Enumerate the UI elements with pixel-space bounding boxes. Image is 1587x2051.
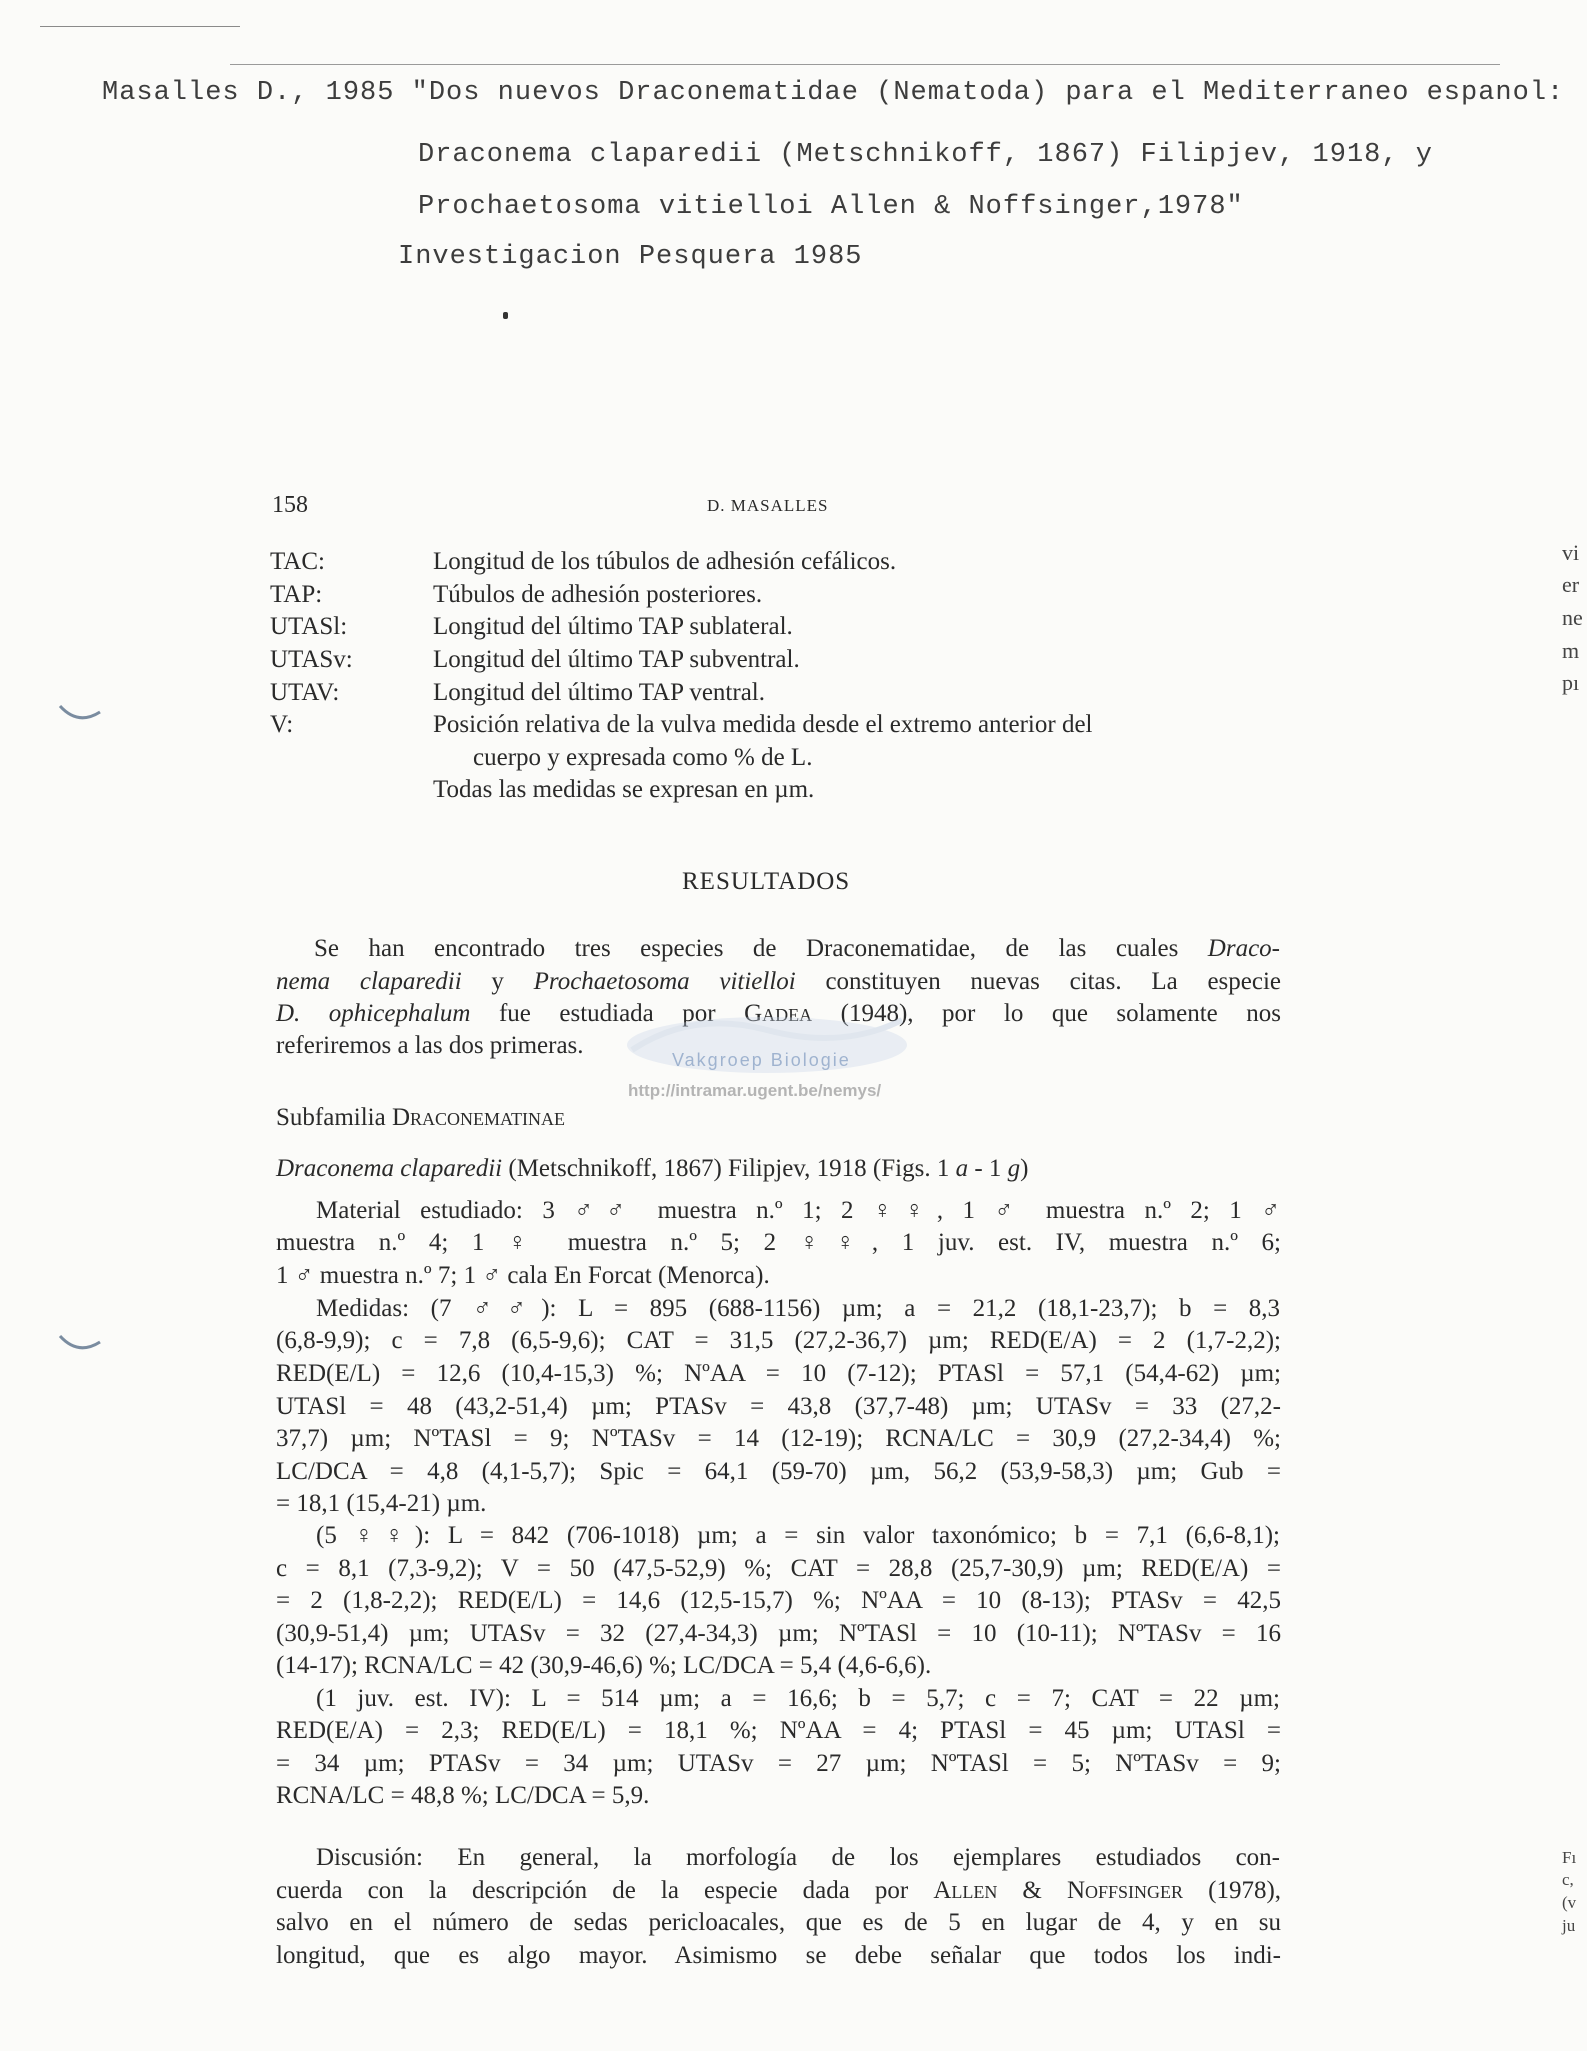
measure-line: (5 ♀♀): L = 842 (706-1018) µm; a = sin valor taxonómico; b = 7,1 (6,6-8,1); [316,1522,1280,1549]
species-heading: Draconema claparedii (Metschnikoff, 1867) Filipjev, 1918 (Figs. 1 a - 1 g) [276,1155,1029,1182]
measure-line: (6,8-9,9); c = 7,8 (6,5-9,6); CAT = 31,5 (27,2-36,7) µm; RED(E/A) = 2 (1,7-2,2); [276,1327,1281,1354]
intro-line: referiremos a las dos primeras. [276,1032,584,1059]
margin-fragment: ne [1562,605,1583,630]
abbr-continuation: cuerpo y expresada como % de L. [473,744,813,771]
abbr-desc: Longitud del último TAP ventral. [433,679,765,706]
watermark-label: Vakgroep Biologie [672,1050,851,1070]
abbr-term: TAC: [270,548,325,575]
intro-line: Se han encontrado tres especies de Draconematidae, de las cuales Draco- [314,935,1280,962]
discussion-line: cuerda con la descripción de la especie dada por Allen & Noffsinger (1978), [276,1877,1282,1904]
top-rule-long [230,64,1500,65]
measure-line: UTASl = 48 (43,2-51,4) µm; PTASv = 43,8 (37,7-48) µm; UTASv = 33 (27,2- [276,1393,1281,1420]
hole-shadow [58,1330,102,1358]
abbr-desc: Posición relativa de la vulva medida desde el extremo anterior del [433,711,1093,738]
material-line: 1 ♂ muestra n.º 7; 1 ♂ cala En Forcat (Menorca). [276,1262,770,1289]
citation-line-3: Prochaetosoma vitielloi Allen & Noffsinger,1978" [418,192,1244,222]
discussion-line: longitud, que es algo mayor. Asimismo se debe señalar que todos los indi- [276,1942,1281,1969]
abbr-term: UTASl: [270,613,348,640]
abbr-term: TAP: [270,581,323,608]
margin-fragment: er [1562,572,1580,597]
margin-fragment: ju [1562,1916,1576,1935]
material-line: muestra n.º 4; 1 ♀ muestra n.º 5; 2 ♀♀, 1 juv. est. IV, muestra n.º 6; [276,1229,1281,1256]
page-number: 158 [272,492,308,518]
measure-line: = 2 (1,8-2,2); RED(E/L) = 14,6 (12,5-15,7) %; NºAA = 10 (8-13); PTASv = 42,5 [276,1587,1281,1614]
citation-line-1: Masalles D., 1985 "Dos nuevos Draconematidae (Nematoda) para el Mediterraneo espanol: [102,78,1565,108]
measure-line: 37,7) µm; NºTASl = 9; NºTASv = 14 (12-19); RCNA/LC = 30,9 (27,2-34,4) %; [276,1425,1281,1452]
measure-line: = 18,1 (15,4-21) µm. [276,1490,487,1517]
margin-fragment: vi [1562,540,1580,565]
measure-line: LC/DCA = 4,8 (4,1-5,7); Spic = 64,1 (59-70) µm, 56,2 (53,9-58,3) µm; Gub = [276,1458,1281,1485]
top-rule [40,26,240,27]
margin-fragment: Fı [1562,1848,1577,1867]
discussion-line: salvo en el número de sedas pericloacales, que es de 5 en lugar de 4, y en su [276,1909,1281,1936]
ink-dot [503,312,508,319]
hole-shadow [58,700,102,728]
discussion-line: Discusión: En general, la morfología de los ejemplares estudiados con- [316,1844,1280,1871]
measure-line: Medidas: (7 ♂♂): L = 895 (688-1156) µm; a = 21,2 (18,1-23,7); b = 8,3 [316,1295,1280,1322]
measure-line: (30,9-51,4) µm; UTASv = 32 (27,4-34,3) µm; NºTASl = 10 (10-11); NºTASv = 16 [276,1620,1281,1647]
measure-line: = 34 µm; PTASv = 34 µm; UTASv = 27 µm; NºTASl = 5; NºTASv = 9; [276,1750,1281,1777]
measure-line: (1 juv. est. IV): L = 514 µm; a = 16,6; b = 5,7; c = 7; CAT = 22 µm; [316,1685,1280,1712]
abbr-term: V: [270,711,294,738]
measure-line: c = 8,1 (7,3-9,2); V = 50 (47,5-52,9) %; CAT = 28,8 (25,7-30,9) µm; RED(E/A) = [276,1555,1281,1582]
margin-fragment: c, [1562,1870,1574,1889]
intro-line: nema claparedii y Prochaetosoma vitielloi constituyen nuevas citas. La especie [276,968,1281,995]
section-title: RESULTADOS [682,868,851,895]
watermark-url: http://intramar.ugent.be/nemys/ [628,1081,882,1100]
measure-line: RCNA/LC = 48,8 %; LC/DCA = 5,9. [276,1782,650,1809]
abbr-desc: Longitud del último TAP subventral. [433,646,800,673]
abbr-desc: Túbulos de adhesión posteriores. [433,581,763,608]
margin-fragment: (v [1562,1893,1577,1912]
citation-line-2: Draconema claparedii (Metschnikoff, 1867) Filipjev, 1918, y [418,140,1433,170]
measure-line: RED(E/L) = 12,6 (10,4-15,3) %; NºAA = 10 (7-12); PTASl = 57,1 (54,4-62) µm; [276,1360,1281,1387]
subfamily-heading: Subfamilia Draconematinae [276,1104,566,1131]
material-line: Material estudiado: 3 ♂♂ muestra n.º 1; 2 ♀♀, 1 ♂ muestra n.º 2; 1 ♂ [316,1197,1280,1224]
measure-line: RED(E/A) = 2,3; RED(E/L) = 18,1 %; NºAA = 4; PTASl = 45 µm; UTASl = [276,1717,1281,1744]
abbr-term: UTASv: [270,646,353,673]
running-header-author: D. MASALLES [707,496,829,515]
measure-line: (14-17); RCNA/LC = 42 (30,9-46,6) %; LC/DCA = 5,4 (4,6-6,6). [276,1652,932,1679]
abbr-desc: Longitud de los túbulos de adhesión cefálicos. [433,548,897,575]
abbr-term: UTAV: [270,679,340,706]
abbr-desc: Longitud del último TAP sublateral. [433,613,793,640]
citation-line-4: Investigacion Pesquera 1985 [398,242,863,272]
margin-fragment: m [1562,638,1580,663]
intro-line: D. ophicephalum fue estudiada por Gadea (1948), por lo que solamente nos [276,1000,1281,1027]
margin-fragment: pı [1562,670,1580,695]
abbr-note: Todas las medidas se expresan en µm. [433,776,815,803]
